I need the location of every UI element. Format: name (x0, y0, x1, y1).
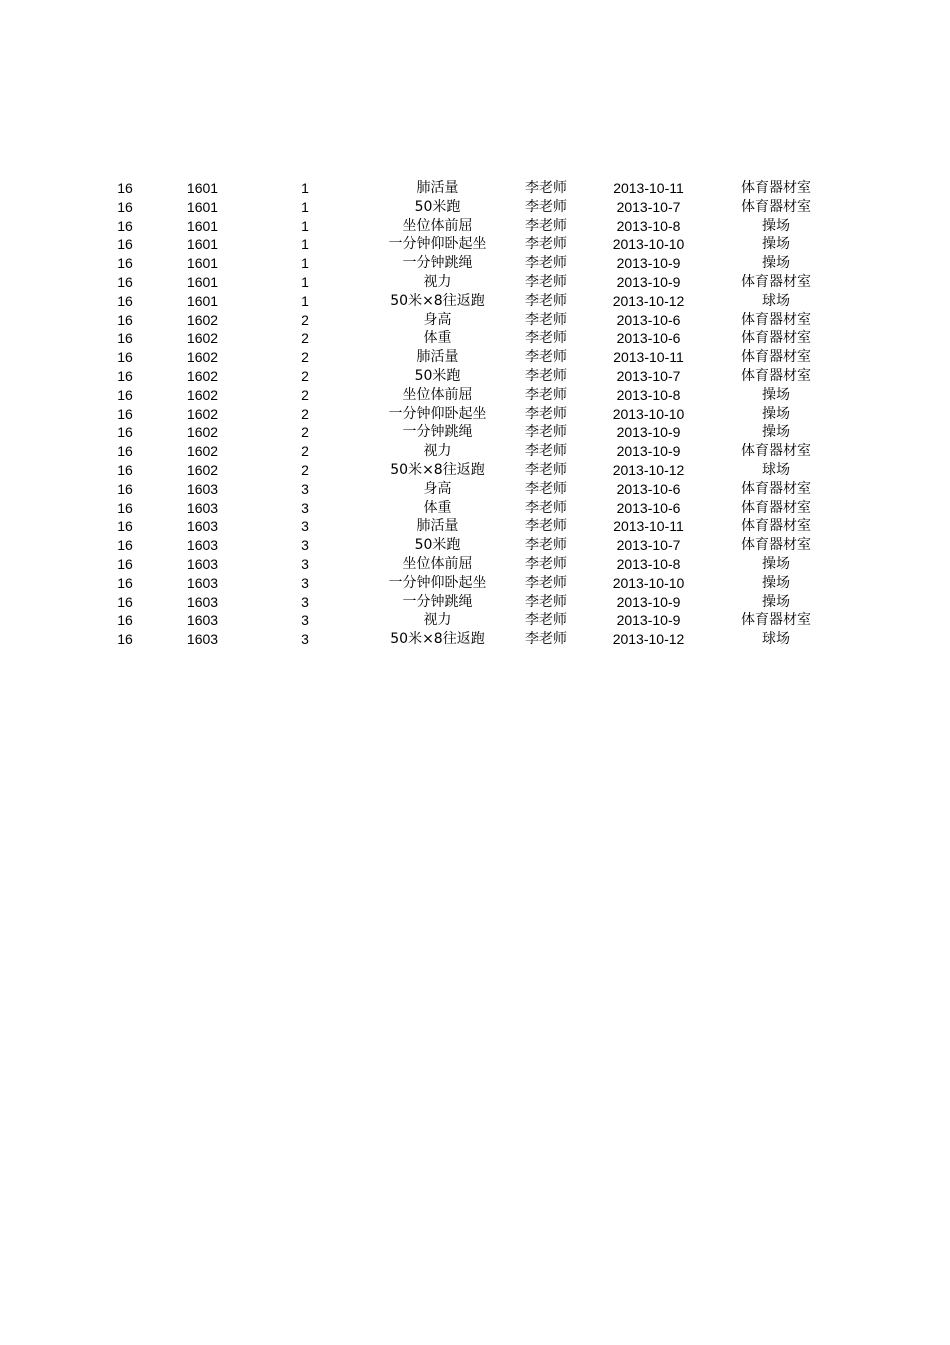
date-cell: 2013-10-10 (612, 574, 685, 591)
test-item-cell: 肺活量 (416, 349, 459, 366)
teacher-cell: 李老师 (525, 424, 567, 441)
sequence-cell: 3 (301, 631, 309, 648)
sequence-cell: 3 (301, 518, 309, 535)
sequence-cell: 1 (301, 198, 309, 215)
class-cell: 1602 (186, 461, 219, 478)
table-row (105, 235, 845, 254)
teacher-cell: 李老师 (525, 461, 567, 478)
location-cell: 操场 (762, 405, 790, 422)
teacher-cell: 李老师 (525, 574, 567, 591)
date-cell: 2013-10-9 (616, 612, 681, 629)
table-row (105, 536, 845, 555)
class-cell: 1602 (186, 386, 219, 403)
table-row (105, 499, 845, 518)
teacher-cell: 李老师 (525, 330, 567, 347)
test-item-cell: 视力 (423, 443, 452, 460)
location-cell: 体育器材室 (741, 273, 811, 290)
sequence-cell: 2 (301, 405, 309, 422)
sequence-cell: 2 (301, 311, 309, 328)
grade-cell: 16 (117, 349, 133, 366)
date-cell: 2013-10-9 (616, 443, 681, 460)
table-row (105, 311, 845, 330)
date-cell: 2013-10-12 (612, 461, 685, 478)
date-cell: 2013-10-9 (616, 255, 681, 272)
table-row (105, 593, 845, 612)
grade-cell: 16 (117, 330, 133, 347)
class-cell: 1602 (186, 349, 219, 366)
table-row (105, 273, 845, 292)
class-cell: 1601 (186, 180, 219, 196)
table-row (105, 555, 845, 574)
grade-cell: 16 (117, 292, 133, 309)
date-cell: 2013-10-12 (612, 292, 685, 309)
location-cell: 体育器材室 (741, 537, 811, 554)
sequence-cell: 1 (301, 292, 309, 309)
location-cell: 体育器材室 (741, 518, 811, 535)
test-item-cell: 一分钟仰卧起坐 (388, 236, 487, 253)
class-cell: 1603 (186, 555, 219, 572)
test-item-cell: 一分钟跳绳 (402, 593, 473, 610)
location-cell: 体育器材室 (741, 349, 811, 366)
test-item-cell: 视力 (423, 612, 452, 629)
location-cell: 操场 (762, 555, 790, 572)
teacher-cell: 李老师 (525, 499, 567, 516)
teacher-cell: 李老师 (525, 386, 567, 403)
location-cell: 体育器材室 (741, 499, 811, 516)
teacher-cell: 李老师 (525, 480, 567, 497)
teacher-cell: 李老师 (525, 311, 567, 328)
grade-cell: 16 (117, 443, 133, 460)
table-row (105, 254, 845, 273)
table-row (105, 217, 845, 236)
date-cell: 2013-10-10 (612, 405, 685, 422)
grade-cell: 16 (117, 424, 133, 441)
test-item-cell: 一分钟跳绳 (402, 255, 473, 272)
class-cell: 1602 (186, 311, 219, 328)
grade-cell: 16 (117, 461, 133, 478)
test-item-cell: 身高 (423, 480, 452, 497)
date-cell: 2013-10-10 (612, 236, 685, 253)
test-item-cell: 50米跑 (414, 537, 461, 554)
class-cell: 1603 (186, 593, 219, 610)
grade-cell: 16 (117, 499, 133, 516)
sequence-cell: 2 (301, 349, 309, 366)
date-cell: 2013-10-6 (616, 499, 681, 516)
teacher-cell: 李老师 (525, 292, 567, 309)
sequence-cell: 1 (301, 273, 309, 290)
table-row (105, 574, 845, 593)
class-cell: 1603 (186, 480, 219, 497)
class-cell: 1603 (186, 631, 219, 648)
grade-cell: 16 (117, 405, 133, 422)
location-cell: 球场 (762, 461, 790, 478)
test-item-cell: 体重 (423, 499, 452, 516)
teacher-cell: 李老师 (525, 217, 567, 234)
teacher-cell: 李老师 (525, 198, 567, 215)
table-row (105, 480, 845, 499)
grade-cell: 16 (117, 593, 133, 610)
sequence-cell: 2 (301, 330, 309, 347)
teacher-cell: 李老师 (525, 236, 567, 253)
location-cell: 体育器材室 (741, 198, 811, 215)
class-cell: 1603 (186, 574, 219, 591)
location-cell: 操场 (762, 236, 790, 253)
location-cell: 操场 (762, 386, 790, 403)
date-cell: 2013-10-9 (616, 593, 681, 610)
table-row (105, 367, 845, 386)
spreadsheet-table (105, 179, 845, 649)
class-cell: 1602 (186, 424, 219, 441)
grade-cell: 16 (117, 180, 133, 196)
grade-cell: 16 (117, 480, 133, 497)
teacher-cell: 李老师 (525, 405, 567, 422)
class-cell: 1601 (186, 292, 219, 309)
class-cell: 1603 (186, 537, 219, 554)
sequence-cell: 3 (301, 480, 309, 497)
grade-cell: 16 (117, 217, 133, 234)
sequence-cell: 3 (301, 537, 309, 554)
date-cell: 2013-10-7 (616, 198, 681, 215)
class-cell: 1602 (186, 330, 219, 347)
sequence-cell: 2 (301, 461, 309, 478)
test-item-cell: 一分钟仰卧起坐 (388, 574, 487, 591)
grade-cell: 16 (117, 198, 133, 215)
test-item-cell: 肺活量 (416, 180, 459, 196)
class-cell: 1601 (186, 236, 219, 253)
table-row (105, 423, 845, 442)
table-row (105, 348, 845, 367)
table-row (105, 386, 845, 405)
location-cell: 操场 (762, 217, 790, 234)
test-item-cell: 一分钟跳绳 (402, 424, 473, 441)
location-cell: 体育器材室 (741, 180, 811, 196)
class-cell: 1601 (186, 217, 219, 234)
date-cell: 2013-10-7 (616, 367, 681, 384)
date-cell: 2013-10-8 (616, 386, 681, 403)
date-cell: 2013-10-11 (613, 180, 684, 196)
date-cell: 2013-10-8 (616, 217, 681, 234)
test-item-cell: 50米×8往返跑 (390, 631, 485, 648)
test-item-cell: 50米跑 (414, 198, 461, 215)
date-cell: 2013-10-6 (616, 311, 681, 328)
date-cell: 2013-10-7 (616, 537, 681, 554)
class-cell: 1603 (186, 499, 219, 516)
test-item-cell: 坐位体前屈 (402, 217, 473, 234)
sequence-cell: 2 (301, 424, 309, 441)
teacher-cell: 李老师 (525, 273, 567, 290)
date-cell: 2013-10-11 (613, 518, 684, 535)
test-item-cell: 坐位体前屈 (402, 555, 473, 572)
sequence-cell: 2 (301, 386, 309, 403)
date-cell: 2013-10-6 (616, 330, 681, 347)
sequence-cell: 3 (301, 612, 309, 629)
sequence-cell: 3 (301, 574, 309, 591)
sequence-cell: 2 (301, 367, 309, 384)
sequence-cell: 2 (301, 443, 309, 460)
test-item-cell: 肺活量 (416, 518, 459, 535)
class-cell: 1603 (186, 518, 219, 535)
grade-cell: 16 (117, 537, 133, 554)
class-cell: 1601 (186, 198, 219, 215)
location-cell: 体育器材室 (741, 367, 811, 384)
location-cell: 操场 (762, 424, 790, 441)
test-item-cell: 体重 (423, 330, 452, 347)
table-row (105, 517, 845, 536)
teacher-cell: 李老师 (525, 349, 567, 366)
location-cell: 体育器材室 (741, 480, 811, 497)
class-cell: 1602 (186, 443, 219, 460)
teacher-cell: 李老师 (525, 555, 567, 572)
table-row (105, 329, 845, 348)
test-item-cell: 一分钟仰卧起坐 (388, 405, 487, 422)
sequence-cell: 3 (301, 593, 309, 610)
class-cell: 1601 (186, 255, 219, 272)
table-row (105, 405, 845, 424)
grade-cell: 16 (117, 555, 133, 572)
grade-cell: 16 (117, 311, 133, 328)
sequence-cell: 3 (301, 555, 309, 572)
date-cell: 2013-10-11 (613, 349, 684, 366)
teacher-cell: 李老师 (525, 180, 567, 196)
teacher-cell: 李老师 (525, 537, 567, 554)
grade-cell: 16 (117, 273, 133, 290)
test-item-cell: 视力 (423, 273, 452, 290)
location-cell: 操场 (762, 255, 790, 272)
date-cell: 2013-10-6 (616, 480, 681, 497)
teacher-cell: 李老师 (525, 518, 567, 535)
date-cell: 2013-10-12 (612, 631, 685, 648)
teacher-cell: 李老师 (525, 255, 567, 272)
grade-cell: 16 (117, 386, 133, 403)
sequence-cell: 1 (301, 255, 309, 272)
grade-cell: 16 (117, 236, 133, 253)
sequence-cell: 1 (301, 180, 309, 196)
location-cell: 操场 (762, 593, 790, 610)
sequence-cell: 1 (301, 236, 309, 253)
location-cell: 体育器材室 (741, 443, 811, 460)
class-cell: 1601 (186, 273, 219, 290)
table-row (105, 630, 845, 649)
table-row (105, 198, 845, 217)
location-cell: 球场 (762, 631, 790, 648)
test-item-cell: 坐位体前屈 (402, 386, 473, 403)
sequence-cell: 3 (301, 499, 309, 516)
date-cell: 2013-10-8 (616, 555, 681, 572)
teacher-cell: 李老师 (525, 612, 567, 629)
grade-cell: 16 (117, 612, 133, 629)
test-item-cell: 50米×8往返跑 (390, 292, 485, 309)
class-cell: 1603 (186, 612, 219, 629)
location-cell: 球场 (762, 292, 790, 309)
date-cell: 2013-10-9 (616, 424, 681, 441)
location-cell: 体育器材室 (741, 311, 811, 328)
location-cell: 操场 (762, 574, 790, 591)
class-cell: 1602 (186, 367, 219, 384)
teacher-cell: 李老师 (525, 367, 567, 384)
teacher-cell: 李老师 (525, 631, 567, 648)
teacher-cell: 李老师 (525, 443, 567, 460)
sequence-cell: 1 (301, 217, 309, 234)
table-row (105, 611, 845, 630)
test-item-cell: 身高 (423, 311, 452, 328)
teacher-cell: 李老师 (525, 593, 567, 610)
table-row (105, 292, 845, 311)
test-item-cell: 50米×8往返跑 (390, 461, 485, 478)
location-cell: 体育器材室 (741, 330, 811, 347)
class-cell: 1602 (186, 405, 219, 422)
table-row (105, 461, 845, 480)
grade-cell: 16 (117, 631, 133, 648)
grade-cell: 16 (117, 367, 133, 384)
table-row (105, 179, 845, 198)
grade-cell: 16 (117, 574, 133, 591)
grade-cell: 16 (117, 518, 133, 535)
date-cell: 2013-10-9 (616, 273, 681, 290)
grade-cell: 16 (117, 255, 133, 272)
location-cell: 体育器材室 (741, 612, 811, 629)
test-item-cell: 50米跑 (414, 367, 461, 384)
table-row (105, 442, 845, 461)
